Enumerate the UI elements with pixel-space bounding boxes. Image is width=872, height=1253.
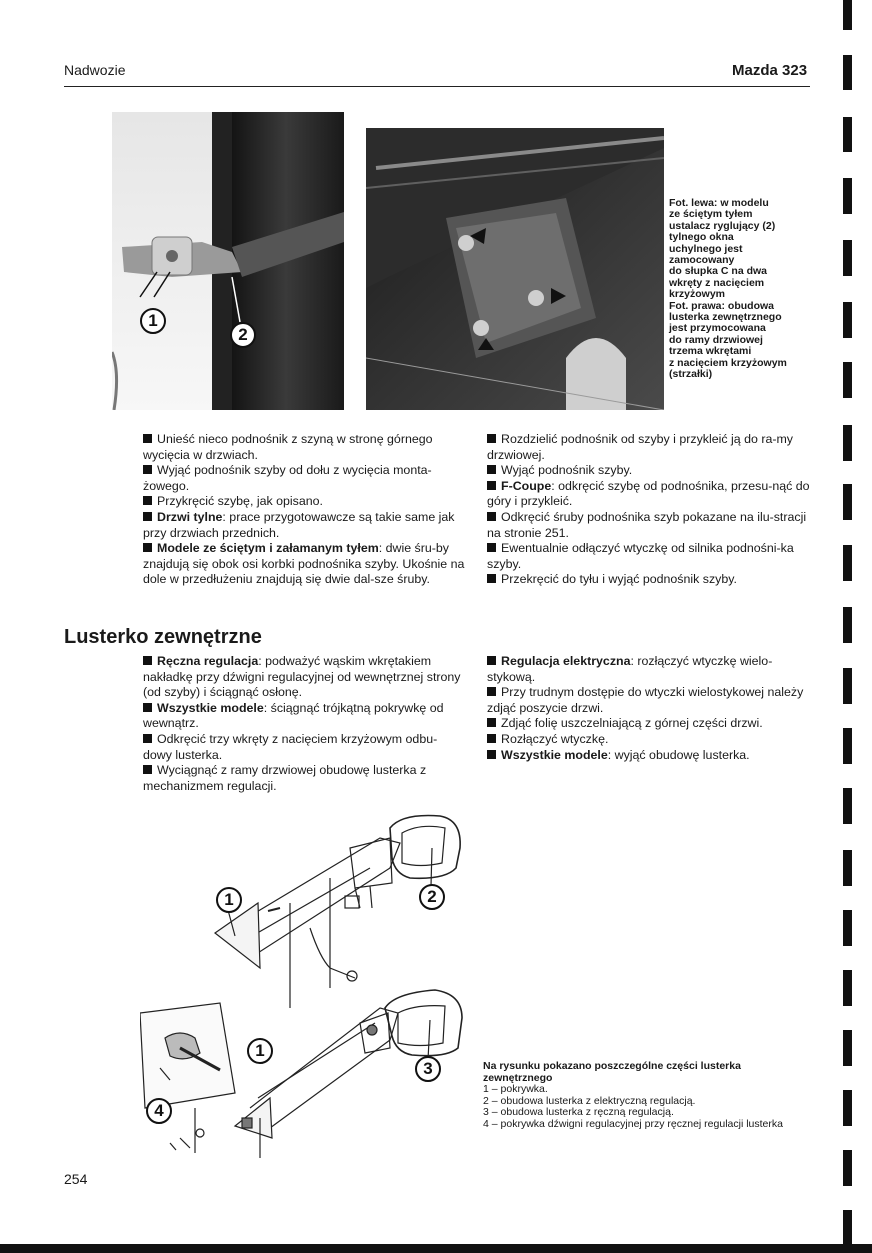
drawing-callout-1-bottom: 1 [247, 1038, 273, 1064]
paragraph: Przekręcić do tyłu i wyjąć podnośnik szyby. [487, 572, 811, 588]
figure-caption-item: 3 – obudowa lusterka z ręczną regulacją. [483, 1106, 674, 1119]
edge-mark [843, 178, 852, 214]
bullet-square-icon [487, 434, 496, 443]
figure-caption [483, 1061, 803, 1131]
header-rule [64, 86, 810, 87]
photo-right [366, 128, 664, 410]
paragraph: Zdjąć folię uszczelniającą z górnej części drzwi. [487, 716, 811, 732]
drawing-callout-3: 3 [415, 1056, 441, 1082]
paragraph: Wyjąć podnośnik szyby. [487, 463, 811, 479]
photo-callout-1: 1 [140, 308, 166, 334]
paragraph: Rozłączyć wtyczkę. [487, 732, 811, 748]
edge-mark [843, 55, 852, 90]
bullet-square-icon [487, 734, 496, 743]
paragraph: Wyciągnąć z ramy drzwiowej obudowę lusterka z mechanizmem regulacji. [143, 763, 427, 793]
window-left-column [143, 432, 465, 588]
paragraph: Przy trudnym dostępie do wtyczki wielostykowej należy zdjąć poszycie drzwi. [487, 685, 804, 715]
running-header-section: Nadwozie [64, 62, 126, 78]
edge-mark [843, 545, 852, 581]
photo-left [112, 112, 344, 410]
photo-callout-2: 2 [230, 322, 256, 348]
paragraph: Rozdzielić podnośnik od szyby i przykleić ją do ra-my drzwiowej. [487, 432, 793, 462]
edge-mark [843, 607, 852, 643]
figure-caption-title: Na rysunku pokazano poszczególne części lusterka zewnętrznego [483, 1060, 741, 1084]
bottom-edge-bar [0, 1244, 872, 1253]
bullet-square-icon [487, 481, 496, 490]
paragraph: Drzwi tylne: prace przygotowawcze są takie same jak przy drzwiach przednich. [143, 509, 455, 540]
window-right-column [487, 432, 811, 588]
bullet-square-icon [487, 465, 496, 474]
paragraph: Ręczna regulacja: podważyć wąskim wkrętakiem nakładkę przy dźwigni regulacyjnej od wewnętrznej strony (od szyby) i ściągnąć osłonę. [143, 654, 461, 700]
bullet-square-icon [143, 734, 152, 743]
edge-mark [843, 484, 852, 520]
paragraph: Ewentualnie odłączyć wtyczkę od silnika podnośni-ka szyby. [487, 541, 794, 571]
edge-mark [843, 668, 852, 704]
bullet-square-icon [143, 434, 152, 443]
edge-mark [843, 910, 852, 946]
bullet-square-icon [487, 656, 496, 665]
mirror-exploded-drawing [140, 808, 480, 1158]
paragraph: Wszystkie modele: ściągnąć trójkątną pokrywkę od wewnątrz. [143, 700, 444, 731]
running-header-car: Mazda 323 [732, 62, 808, 79]
bullet-square-icon [143, 656, 152, 665]
mirror-right-column [487, 654, 811, 763]
paragraph: Odkręcić śruby podnośnika szyb pokazane na ilu-stracji na stronie 251. [487, 509, 807, 540]
figure-caption-item: 4 – pokrywka dźwigni regulacyjnej przy ręcznej regulacji lusterka [483, 1117, 783, 1130]
bullet-square-icon [143, 512, 152, 521]
photo-left-graphic [112, 112, 344, 410]
bullet-square-icon [487, 718, 496, 727]
photo-right-graphic [366, 128, 664, 410]
page-number: 254 [64, 1171, 88, 1187]
edge-mark [843, 970, 852, 1006]
edge-mark [843, 850, 852, 886]
paragraph: Przykręcić szybę, jak opisano. [143, 494, 465, 510]
bullet-square-icon [143, 496, 152, 505]
edge-mark [843, 240, 852, 276]
mirror-left-column [143, 654, 465, 794]
edge-mark [843, 1090, 852, 1126]
edge-mark [843, 362, 852, 398]
paragraph: Modele ze ściętym i załamanym tyłem: dwie śru-by znajdują się obok osi korbki podnośnika szyby. Ukośnie na dole w przedłużeniu znajdują się dwie dal-sze śruby. [143, 541, 465, 587]
bullet-square-icon [487, 687, 496, 696]
paragraph: F-Coupe: odkręcić szybę od podnośnika, przesu-nąć do góry i przykleić. [487, 478, 810, 509]
section-title: Lusterko zewnętrzne [64, 626, 262, 648]
edge-mark [843, 788, 852, 824]
paragraph: Wszystkie modele: wyjąć obudowę lusterka. [487, 748, 811, 764]
bullet-square-icon [143, 765, 152, 774]
edge-mark [843, 728, 852, 764]
paragraph: Odkręcić trzy wkręty z nacięciem krzyżowym odbu-dowy lusterka. [143, 731, 438, 762]
drawing-callout-1-top: 1 [216, 887, 242, 913]
edge-mark [843, 0, 852, 30]
edge-mark [843, 302, 852, 338]
drawing-callout-2: 2 [419, 884, 445, 910]
figure-caption-item: 1 – pokrywka. [483, 1083, 548, 1096]
bullet-square-icon [143, 543, 152, 552]
mirror-drawing-lines [140, 808, 480, 1158]
paragraph: Unieść nieco podnośnik z szyną w stronę górnego wycięcia w drzwiach. [143, 432, 433, 462]
edge-mark [843, 1210, 852, 1244]
bullet-square-icon [143, 703, 152, 712]
edge-mark [843, 1030, 852, 1066]
bullet-square-icon [487, 512, 496, 521]
bullet-square-icon [143, 465, 152, 474]
bullet-square-icon [487, 750, 496, 759]
paragraph: Regulacja elektryczna: rozłączyć wtyczkę wielo-stykową. [487, 654, 773, 684]
paragraph: Wyjąć podnośnik szyby od dołu z wycięcia monta-żowego. [143, 463, 432, 493]
drawing-callout-4: 4 [146, 1098, 172, 1124]
bullet-square-icon [487, 574, 496, 583]
bullet-square-icon [487, 543, 496, 552]
figure-caption-item: 2 – obudowa lusterka z elektryczną regulacją. [483, 1094, 696, 1107]
edge-mark [843, 117, 852, 152]
edge-mark [843, 425, 852, 461]
edge-mark [843, 1150, 852, 1186]
photo-caption: Fot. lewa: w modelu ze ściętym tyłem ustalacz ryglujący (2) tylnego okna uchylnego jest zamocowany do słupka C na dwa wkręty z nacięciem krzyżowym Fot. prawa: obudowa lusterka zewnętrznego jest przymocowana do ramy drzwiowej trzema wkrętami z nacięciem krzyżowym (strzałki) [669, 197, 787, 381]
